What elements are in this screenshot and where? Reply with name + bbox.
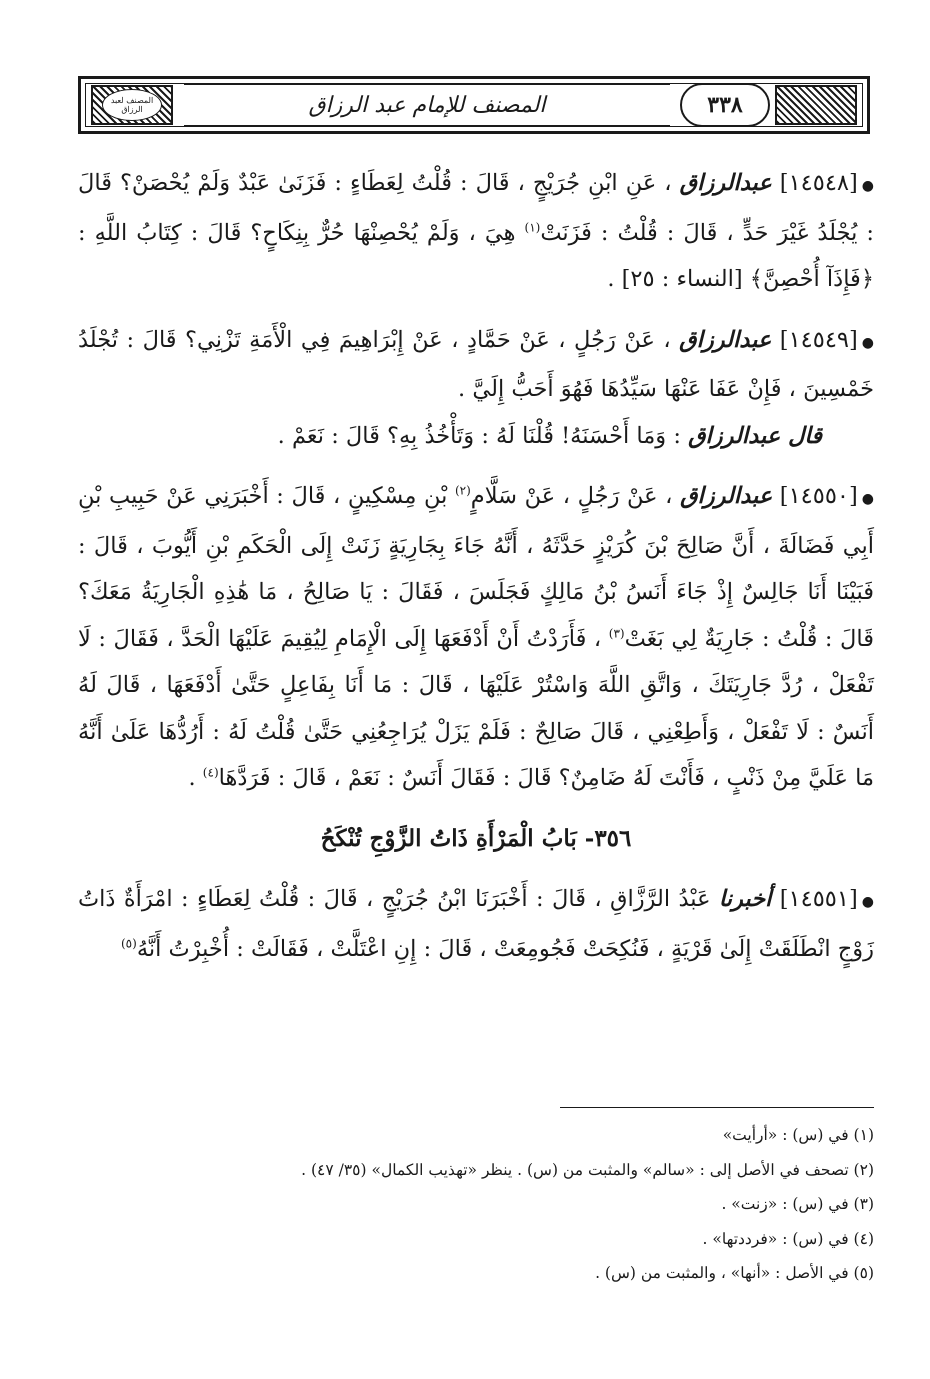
footnotes — [78, 1118, 874, 1291]
hadith-text-end: . — [188, 765, 196, 791]
footnote-divider — [560, 1107, 874, 1108]
comment-text: : وَمَا أَحْسَنَهُ! قُلْنَا لَهُ : وَتَأْخُذُ بِهِ؟ قَالَ : نَعَمْ . — [277, 422, 681, 449]
hadith-text-cont: هِيَ ، وَلَمْ يُحْصِنْهَا حُرٌّ بِنِكَاحٍ؟ قَالَ : كِتَابُ اللَّهِ : ﴿فَإِذَآ أُحْصِنَّ﴾ [النساء : ٢٥] . — [78, 219, 874, 292]
page-number: ٣٣٨ — [680, 83, 770, 127]
bullet-icon: ● — [861, 334, 875, 351]
hadith-text-cont: بْنِ مِسْكِينٍ ، قَالَ : أَخْبَرَنِي عَنْ حَبِيبِ بْنِ أَبِي فَضَالَةَ ، أَنَّ صَالِحَ بْنَ كُرَيْزٍ حَدَّثَهُ ، أَنَّهُ جَاءَ بِجَارِيَةٍ زَنَتْ إِلَى الْحَكَمِ بْنِ أَيُّوبَ ، قَالَ : فَبَيْنَا أَنَا جَالِسٌ إِذْ جَاءَ أَنَسُ بْنُ مَالِكٍ فَجَلَسَ ، فَقَالَ : يَا صَالِحُ ، مَا هَٰذِهِ الْجَارِيَةُ مَعَكَ؟ قَالَ : قُلْتُ : جَارِيَةٌ لِي بَغَتْ — [78, 483, 874, 652]
footnote-5: (٥) في الأصل : «أنها» ، والمثبت من (س) . — [595, 1264, 874, 1282]
bullet-icon: ● — [861, 894, 874, 910]
hadith-number: ١٤٥٥٠ — [788, 483, 850, 509]
hadith-text: ، عَنْ رَجُلٍ ، عَنْ حَمَّادٍ ، عَنْ إِبْرَاهِيمَ فِي الْأَمَةِ تَزْنِي؟ قَالَ : تُجْلَدُ خَمْسِينَ ، فَإِنْ عَفَا عَنْهَا سَيِّدُهَا فَهُوَ أَحَبُّ إِلَيَّ . — [78, 326, 874, 402]
hadith-text: ، عَنْ رَجُلٍ ، عَنْ سَلَّامٍ — [470, 483, 673, 509]
hadith-number: ١٤٥٥١ — [788, 886, 849, 912]
comment-author: قال عبدالرزاق — [688, 422, 822, 449]
right-ornament — [775, 85, 857, 125]
footnote-4: (٤) في (س) : «فرددتها» . — [702, 1229, 874, 1248]
footnote-ref: (٢) — [454, 483, 471, 498]
hadith-14549: ●[١٤٥٤٩] عبدالرزاق ، عَنْ رَجُلٍ ، عَنْ حَمَّادٍ ، عَنْ إِبْرَاهِيمَ فِي الْأَمَةِ تَزْنِي؟ قَالَ : تُجْلَدُ خَمْسِينَ ، فَإِنْ عَفَا عَنْهَا سَيِّدُهَا فَهُوَ أَحَبُّ إِلَيَّ . — [78, 317, 874, 413]
hadith-author: عبدالرزاق — [679, 170, 772, 196]
page-header — [78, 76, 870, 134]
bullet-icon: ● — [861, 491, 875, 507]
footnote-2: (٢) تصحف في الأصل إلى : «سالم» والمثبت من (س) . ينظر «تهذيب الكمال» (٣٥/ ٤٧) . — [301, 1160, 874, 1179]
footnote-ref: (٥) — [120, 936, 137, 950]
hadith-14548: ●[١٤٥٤٨] عبدالرزاق ، عَنِ ابْنِ جُرَيْجٍ ، قَالَ : قُلْتُ لِعَطَاءٍ : فَزَنَىٰ عَبْدٌ وَلَمْ يُحْصَنْ؟ قَالَ : يُجْلَدُ غَيْرَ حَدٍّ ، قَالَ : قُلْتُ : فَزَنَتْ$^{(١)}$ هِيَ ، وَلَمْ يُحْصِنْهَا حُرٌّ بِنِكَاحٍ؟ قَالَ : كِتَابُ اللَّهِ : ﴿فَإِذَآ أُحْصِنَّ﴾ [النساء : ٢٥] . — [78, 160, 874, 303]
hadith-text: ، عَنِ ابْنِ جُرَيْجٍ ، قَالَ : قُلْتُ لِعَطَاءٍ : فَزَنَىٰ عَبْدٌ وَلَمْ يُحْصَنْ؟ قَالَ : يُجْلَدُ غَيْرَ حَدٍّ ، قَالَ : قُلْتُ : فَزَنَتْ — [78, 170, 875, 246]
book-title: المصنف للإمام عبد الرزاق — [184, 84, 670, 126]
left-ornament — [91, 85, 173, 125]
bullet-icon: ● — [861, 178, 875, 194]
footnote-ref: (٣) — [608, 626, 625, 640]
hadith-author: عبدالرزاق — [679, 326, 772, 353]
hadith-author: عبدالرزاق — [680, 483, 773, 509]
main-text — [78, 160, 874, 986]
hadith-14551: ●[١٤٥٥١] أخبرنا عَبْدُ الرَّزَّاقِ ، قَالَ : أَخْبَرَنَا ابْنُ جُرَيْجٍ ، قَالَ : قُلْتُ لِعَطَاءٍ : امْرَأَةٌ ذَاتُ زَوْجٍ انْطَلَقَتْ إِلَىٰ قَرْيَةٍ ، فَنُكِحَتْ فَجُومِعَتْ ، قَالَ : إِنِ اعْتَلَّتْ ، فَقَالَتْ : أُخْبِرْتُ أَنَّهُ$^{(٥)}$ — [78, 876, 874, 972]
footnote-ref: (٤) — [202, 765, 219, 780]
footnote-1: (١) في (س) : «أرأيت» — [722, 1126, 874, 1144]
hadith-text-cont: ، فَأَرَدْتُ أَنْ أَدْفَعَهَا إِلَى الْإِمَامِ لِيُقِيمَ عَلَيْهَا الْحَدَّ ، فَقَالَ : لَا تَفْعَلْ ، رُدَّ جَارِيَتَكَ ، وَاتَّقِ اللَّهَ وَاسْتُرْ عَلَيْهَا ، قَالَ : مَا أَنَا بِفَاعِلٍ حَتَّىٰ أَدْفَعَهَا ، قَالَ لَهُ أَنَسٌ : لَا تَفْعَلْ ، وَأَطِعْنِي ، قَالَ صَالِحٌ : فَلَمْ يَزَلْ يُرَاجِعُنِي حَتَّىٰ قُلْتُ لَهُ : أَرُدُّهَا عَلَىٰ أَنَّهُ مَا عَلَيَّ مِنْ ذَنْبٍ ، فَأَنْتَ لَهُ ضَامِنٌ؟ قَالَ : فَقَالَ أَنَسٌ : نَعَمْ ، قَالَ : فَرَدَّهَا — [78, 625, 874, 791]
hadith-number: ١٤٥٤٨ — [788, 170, 850, 196]
hadith-author: أخبرنا — [718, 886, 772, 912]
chapter-heading: ٣٥٦- بَابُ الْمَرْأَةِ ذَاتُ الزَّوْجِ تُنْكَحُ — [320, 824, 632, 852]
hadith-number: ١٤٥٤٩ — [788, 326, 850, 353]
header-frame — [85, 83, 863, 127]
footnote-ref: (١) — [524, 220, 541, 234]
hadith-14550: ●[١٤٥٥٠] عبدالرزاق ، عَنْ رَجُلٍ ، عَنْ سَلَّامٍ$^{(٢)}$ بْنِ مِسْكِينٍ ، قَالَ : أَخْبَرَنِي عَنْ حَبِيبِ بْنِ أَبِي فَضَالَةَ ، أَنَّ صَالِحَ بْنَ كُرَيْزٍ حَدَّثَهُ ، أَنَّهُ جَاءَ بِجَارِيَةٍ زَنَتْ إِلَى الْحَكَمِ بْنِ أَيُّوبَ ، قَالَ : فَبَيْنَا أَنَا جَالِسٌ إِذْ جَاءَ أَنَسُ بْنُ مَالِكٍ فَجَلَسَ ، فَقَالَ : يَا صَالِحُ ، مَا هَٰذِهِ الْجَارِيَةُ مَعَكَ؟ قَالَ : قُلْتُ : جَارِيَةٌ لِي بَغَتْ$^{(٣)}$ ، فَأَرَدْتُ أَنْ أَدْفَعَهَا إِلَى الْإِمَامِ لِيُقِيمَ عَلَيْهَا الْحَدَّ ، فَقَالَ : لَا تَفْعَلْ ، رُدَّ جَارِيَتَكَ ، وَاتَّقِ اللَّهَ وَاسْتُرْ عَلَيْهَا ، قَالَ : مَا أَنَا بِفَاعِلٍ حَتَّىٰ أَدْفَعَهَا ، قَالَ لَهُ أَنَسٌ : لَا تَفْعَلْ ، وَأَطِعْنِي ، قَالَ صَالِحٌ : فَلَمْ يَزَلْ يُرَاجِعُنِي حَتَّىٰ قُلْتُ لَهُ : أَرُدُّهَا عَلَىٰ أَنَّهُ مَا عَلَيَّ مِنْ ذَنْبٍ ، فَأَنْتَ لَهُ ضَامِنٌ؟ قَالَ : فَقَالَ أَنَسٌ : نَعَمْ ، قَالَ : فَرَدَّهَا$^{(٤)}$ . — [78, 473, 874, 802]
footnote-3: (٣) في (س) : «زنت» . — [721, 1195, 874, 1213]
hadith-text: عَبْدُ الرَّزَّاقِ ، قَالَ : أَخْبَرَنَا ابْنُ جُرَيْجٍ ، قَالَ : قُلْتُ لِعَطَاءٍ : امْرَأَةٌ ذَاتُ زَوْجٍ انْطَلَقَتْ إِلَىٰ قَرْيَةٍ ، فَنُكِحَتْ فَجُومِعَتْ ، قَالَ : إِنِ اعْتَلَّتْ ، فَقَالَتْ : أُخْبِرْتُ أَنَّهُ — [78, 886, 874, 962]
seal-emblem: المصنف لعبد الرزاق — [102, 89, 162, 121]
author-comment — [78, 413, 874, 460]
